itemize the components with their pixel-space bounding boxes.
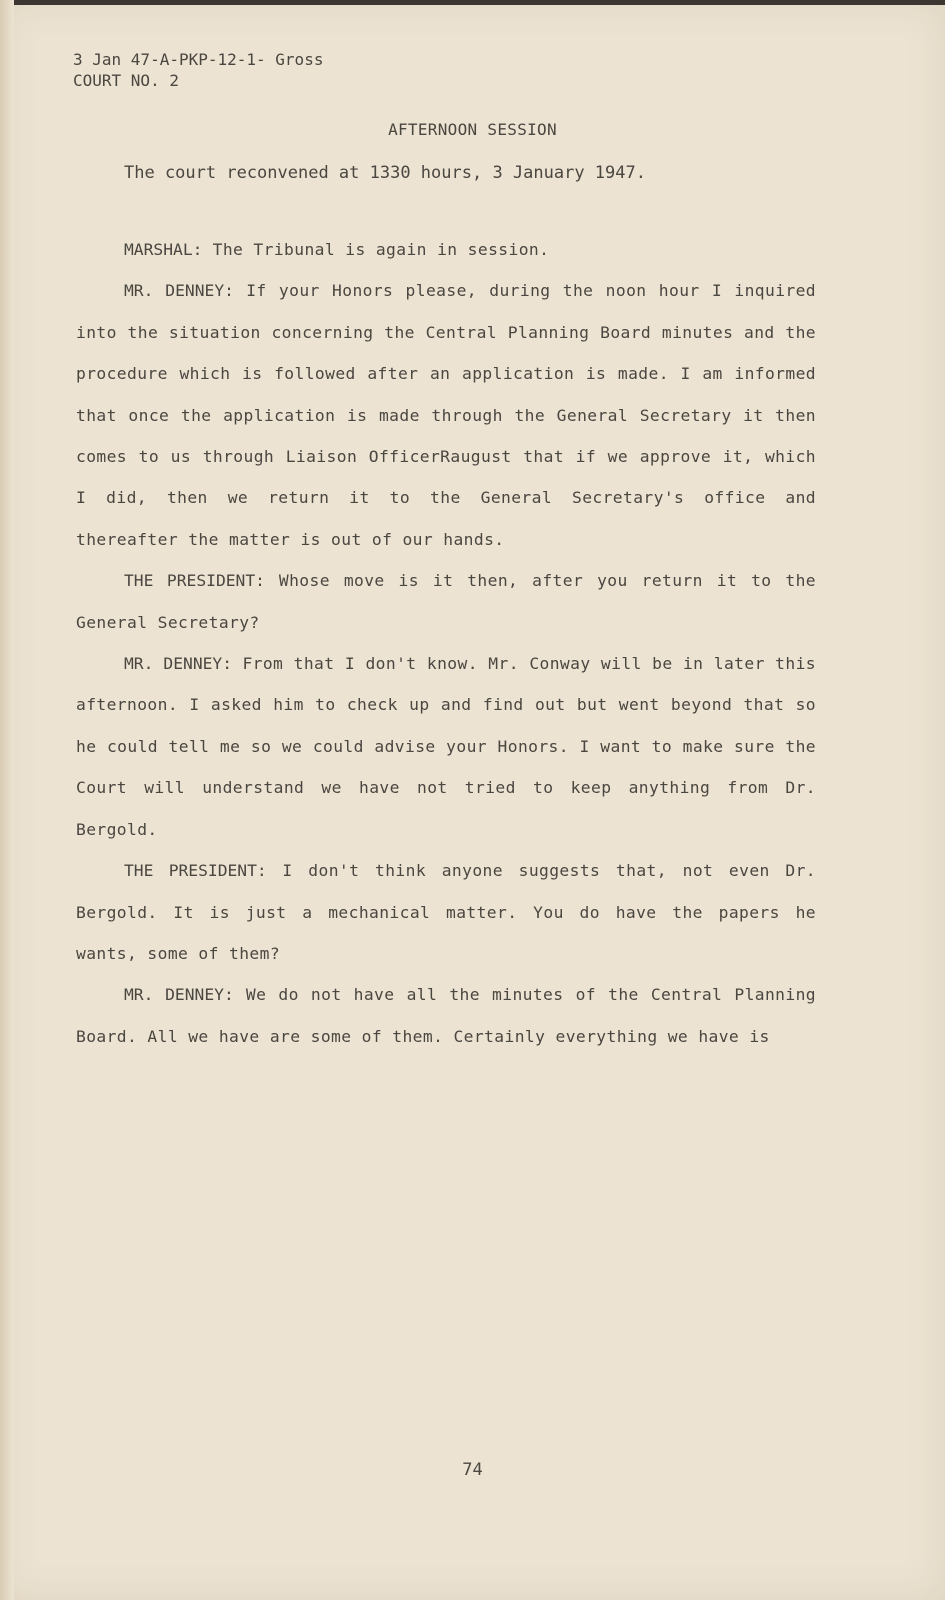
transcript-paragraph (76, 643, 816, 850)
opening-statement: The court reconvened at 1330 hours, 3 January 1947. (124, 163, 646, 183)
speaker-label: MARSHAL: (124, 240, 203, 259)
speech-text: We do not have all the minutes of the Central Planning Board. All we have are some of them. Certainly everything we have is (76, 985, 816, 1046)
transcript-paragraph (76, 560, 816, 643)
speech-text: I don't think anyone suggests that, not even Dr. Bergold. It is just a mechanical matter. You do have the papers he wants, some of them? (76, 861, 817, 963)
page-number: 74 (462, 1460, 483, 1480)
speech-text: Whose move is it then, after you return it to the General Secretary? (76, 571, 817, 632)
session-title: AFTERNOON SESSION (388, 120, 557, 139)
speaker-label: MR. DENNEY: (124, 281, 234, 301)
header-reference: 3 Jan 47-A-PKP-12-1- Gross (73, 50, 324, 69)
speech-text: If your Honors please, during the noon hour I inquired into the situation concerning the Central Planning Board minutes and the procedure which is followed after an application is made. I am informed that once the application is made through the General Secretary it then comes to us through Liaison OfficerRaugust that if we approve it, which I did, then we return it to the General Secretary's office and thereafter the matter is out of our hands. (76, 281, 817, 549)
transcript-paragraph (76, 229, 816, 270)
speech-text: The Tribunal is again in session. (212, 240, 550, 259)
speaker-label: MR. DENNEY: (124, 654, 233, 674)
scan-left-edge (0, 0, 14, 1600)
document-header (73, 49, 323, 91)
scan-top-border (0, 0, 945, 5)
speaker-label: MR. DENNEY: (124, 985, 234, 1005)
speaker-label: THE PRESIDENT: (124, 861, 267, 881)
transcript-paragraph (76, 974, 816, 1057)
transcript-body (76, 229, 816, 1057)
header-court: COURT NO. 2 (73, 71, 179, 90)
speech-text: From that I don't know. Mr. Conway will be in later this afternoon. I asked him to check up and find out but went beyond that so he could tell me so we could advise your Honors. I want to make sure the Court will understand we have not tried to keep anything from Dr. Bergold. (76, 654, 816, 839)
speaker-label: THE PRESIDENT: (124, 571, 265, 591)
transcript-paragraph (76, 270, 816, 560)
transcript-paragraph (76, 850, 816, 974)
